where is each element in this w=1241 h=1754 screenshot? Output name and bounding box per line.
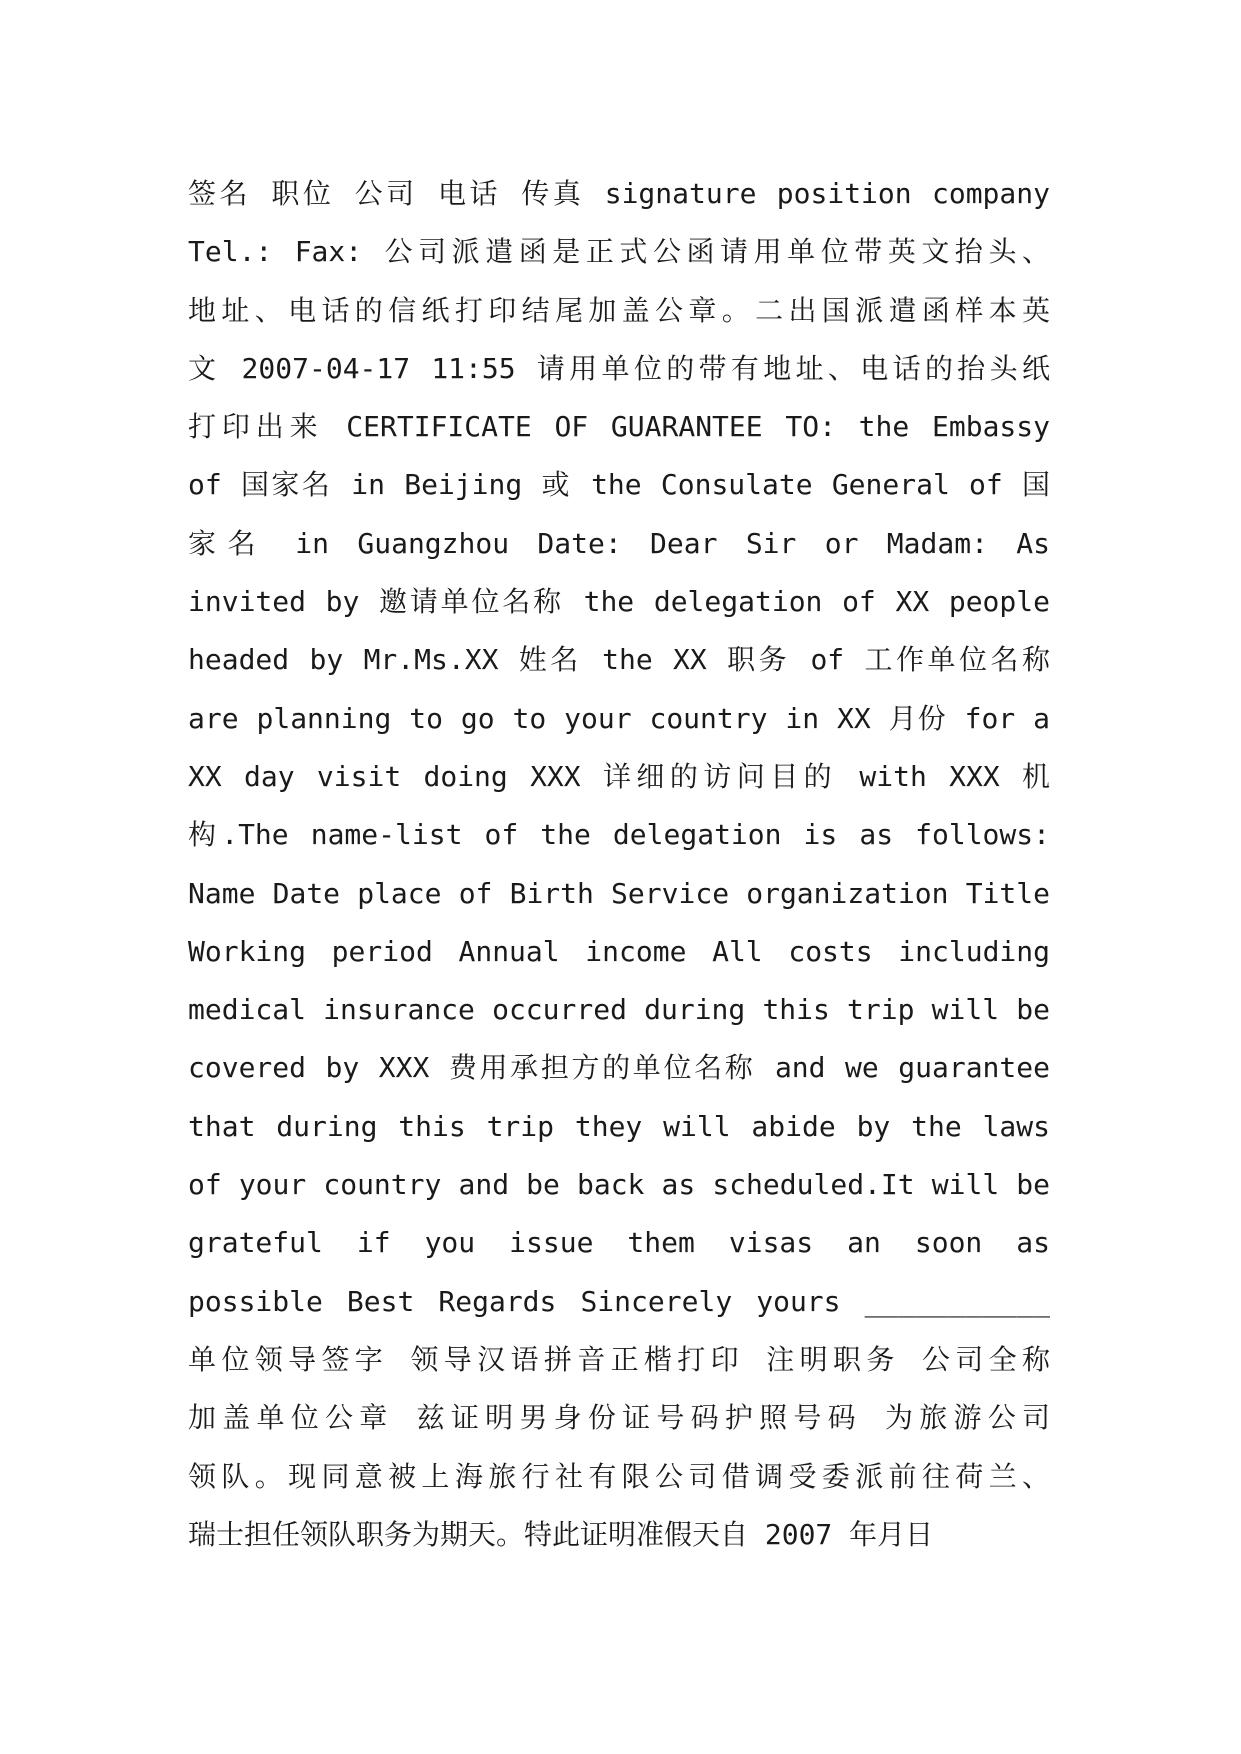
body-line: 家名 in Guangzhou Date: Dear Sir or Madam: As [188,526,1050,560]
body-line: 构.The name-list of the delegation is as follows: [188,818,1050,852]
body-line: headed by Mr.Ms.XX 姓名 the XX 职务 of 工作单位名称 [188,643,1050,677]
body-line: 单位领导签字 领导汉语拼音正楷打印 注明职务 公司全称 [188,1342,1050,1376]
body-line: 加盖单位公章 兹证明男身份证号码护照号码 为旅游公司 [188,1401,1050,1435]
body-line: covered by XXX 费用承担方的单位名称 and we guarantee [188,1051,1050,1085]
body-line: 瑞士担任领队职务为期天。特此证明准假天自 2007 年月日 [188,1517,934,1551]
body-line: Tel.: Fax: 公司派遣函是正式公函请用单位带英文抬头、 [188,235,1050,269]
body-line: invited by 邀请单位名称 the delegation of XX people [188,585,1050,619]
body-line: are planning to go to your country in XX 月份 for a [188,701,1050,735]
body-line: of your country and be back as scheduled.It will be [188,1168,1050,1202]
body-line: medical insurance occurred during this trip will be [188,993,1050,1027]
document-body [188,165,1050,1564]
body-line: 签名 职位 公司 电话 传真 signature position company [188,177,1050,210]
body-line: 领队。现同意被上海旅行社有限公司借调受委派前往荷兰、 [188,1459,1050,1493]
body-line: XX day visit doing XXX 详细的访问目的 with XXX 机 [188,759,1050,793]
body-line: 打印出来 CERTIFICATE OF GUARANTEE TO: the Embassy [188,410,1050,444]
body-line: grateful if you issue them visas an soon as [188,1226,1050,1260]
body-line: 文 2007-04-17 11:55 请用单位的带有地址、电话的抬头纸 [188,351,1050,385]
body-line: Name Date place of Birth Service organization Title [188,876,1050,910]
body-line: 地址、电话的信纸打印结尾加盖公章。二出国派遣函样本英 [188,293,1050,327]
body-line: Working period Annual income All costs including [188,934,1050,968]
body-line: possible Best Regards Sincerely yours ___________ [188,1284,1050,1318]
body-line: of 国家名 in Beijing 或 the Consulate General of 国 [188,468,1050,502]
body-line: that during this trip they will abide by the laws [188,1109,1050,1143]
